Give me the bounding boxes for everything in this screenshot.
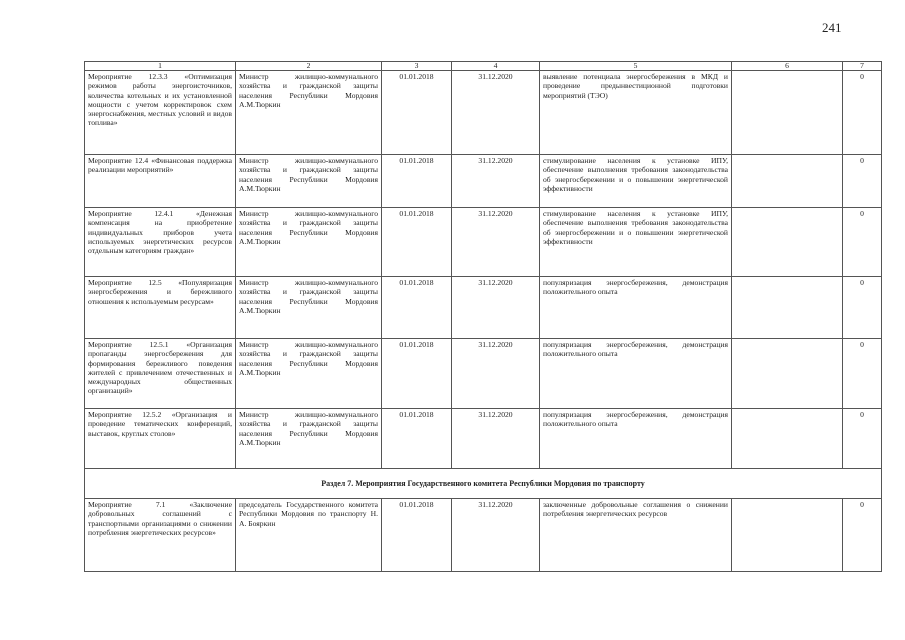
start-date-cell: 01.01.2018: [382, 409, 452, 469]
table-row: [85, 71, 882, 155]
end-date-cell: 31.12.2020: [452, 499, 540, 572]
col7-cell: 0: [843, 499, 882, 572]
col6-cell: [732, 71, 843, 155]
responsible-cell: Министр жилищно-коммунального хозяйства и гражданской защиты населения Республики Мордовия А.М.Тюркин: [236, 208, 382, 277]
measure-cell: Мероприятие 12.5.1 «Организация пропаганды энергосбережения для формирования бережливого поведения жителей с привлечением отечественных и международных общественных организаций»: [85, 339, 236, 409]
col6-cell: [732, 155, 843, 208]
result-cell: заключенные добровольные соглашения о снижении потребления энергетических ресурсов: [540, 499, 732, 572]
end-date-cell: 31.12.2020: [452, 71, 540, 155]
col7-cell: 0: [843, 155, 882, 208]
col6-cell: [732, 339, 843, 409]
measure-cell: Мероприятие 12.5 «Популяризация энергосбережения и бережливого отношения к используемым ресурсам»: [85, 277, 236, 339]
end-date-cell: 31.12.2020: [452, 409, 540, 469]
column-number-row: [85, 62, 882, 71]
table-row: [85, 409, 882, 469]
result-cell: стимулирование населения к установке ИПУ, обеспечение выполнения требования законодательства об энергосбережении и о повышении энергетической эффективности: [540, 208, 732, 277]
measure-cell: Мероприятие 12.4 «Финансовая поддержка реализации мероприятий»: [85, 155, 236, 208]
result-cell: популяризация энергосбережения, демонстрация положительного опыта: [540, 409, 732, 469]
measure-cell: Мероприятие 12.3.3 «Оптимизация режимов работы энергоисточников, количества котельных и их установленной мощности с учетом корректировок схем энергоснабжения, местных условий и видов топлива»: [85, 71, 236, 155]
result-cell: популяризация энергосбережения, демонстрация положительного опыта: [540, 339, 732, 409]
end-date-cell: 31.12.2020: [452, 155, 540, 208]
result-cell: выявление потенциала энергосбережения в МКД и проведение предынвестиционной подготовки мероприятий (ТЭО): [540, 71, 732, 155]
start-date-cell: 01.01.2018: [382, 208, 452, 277]
responsible-cell: Министр жилищно-коммунального хозяйства и гражданской защиты населения Республики Мордовия А.М.Тюркин: [236, 277, 382, 339]
measure-cell: Мероприятие 12.4.1 «Денежная компенсация на приобретение индивидуальных приборов учета используемых энергетических ресурсов отдельным категориям граждан»: [85, 208, 236, 277]
table-row: [85, 208, 882, 277]
col6-cell: [732, 409, 843, 469]
column-number: 3: [382, 62, 452, 71]
col6-cell: [732, 277, 843, 339]
start-date-cell: 01.01.2018: [382, 339, 452, 409]
section-title: Раздел 7. Мероприятия Государственного комитета Республики Мордовия по транспорту: [85, 469, 882, 499]
result-cell: стимулирование населения к установке ИПУ, обеспечение выполнения требования законодательства об энергосбережении и о повышении энергетической эффективности: [540, 155, 732, 208]
start-date-cell: 01.01.2018: [382, 71, 452, 155]
responsible-cell: Министр жилищно-коммунального хозяйства и гражданской защиты населения Республики Мордовия А.М.Тюркин: [236, 339, 382, 409]
responsible-cell: Министр жилищно-коммунального хозяйства и гражданской защиты населения Республики Мордовия А.М.Тюркин: [236, 155, 382, 208]
column-number: 6: [732, 62, 843, 71]
col6-cell: [732, 208, 843, 277]
section-row: [85, 469, 882, 499]
col7-cell: 0: [843, 339, 882, 409]
start-date-cell: 01.01.2018: [382, 155, 452, 208]
measure-cell: Мероприятие 12.5.2 «Организация и проведение тематических конференций, выставок, круглых столов»: [85, 409, 236, 469]
measures-table: [84, 61, 882, 572]
end-date-cell: 31.12.2020: [452, 339, 540, 409]
col7-cell: 0: [843, 71, 882, 155]
col7-cell: 0: [843, 208, 882, 277]
responsible-cell: Министр жилищно-коммунального хозяйства и гражданской защиты населения Республики Мордовия А.М.Тюркин: [236, 71, 382, 155]
measure-cell: Мероприятие 7.1 «Заключение добровольных соглашений с транспортными организациями о снижении потребления энергетических ресурсов»: [85, 499, 236, 572]
responsible-cell: Министр жилищно-коммунального хозяйства и гражданской защиты населения Республики Мордовия А.М.Тюркин: [236, 409, 382, 469]
column-number: 7: [843, 62, 882, 71]
col6-cell: [732, 499, 843, 572]
table-row: [85, 155, 882, 208]
start-date-cell: 01.01.2018: [382, 277, 452, 339]
table-row: [85, 499, 882, 572]
start-date-cell: 01.01.2018: [382, 499, 452, 572]
page-number: 241: [822, 20, 842, 35]
table-row: [85, 339, 882, 409]
col7-cell: 0: [843, 409, 882, 469]
responsible-cell: председатель Государственного комитета Республики Мордовия по транспорту Н. А. Бояркин: [236, 499, 382, 572]
column-number: 4: [452, 62, 540, 71]
column-number: 5: [540, 62, 732, 71]
column-number: 1: [85, 62, 236, 71]
table-row: [85, 277, 882, 339]
result-cell: популяризация энергосбережения, демонстрация положительного опыта: [540, 277, 732, 339]
end-date-cell: 31.12.2020: [452, 277, 540, 339]
col7-cell: 0: [843, 277, 882, 339]
column-number: 2: [236, 62, 382, 71]
end-date-cell: 31.12.2020: [452, 208, 540, 277]
